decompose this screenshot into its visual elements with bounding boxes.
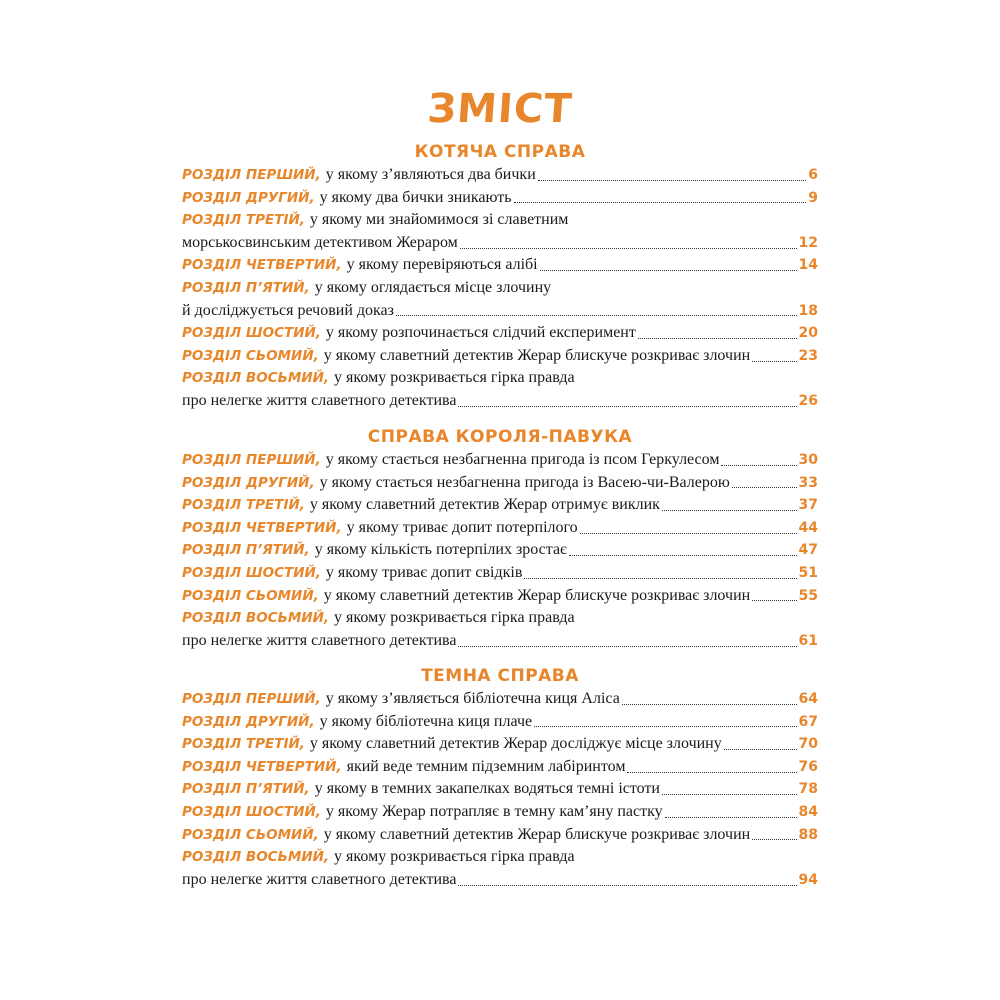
toc-entry-line	[182, 778, 818, 801]
page-number: 23	[798, 347, 818, 364]
chapter-title-text: у якому бібліотечна киця плаче	[319, 712, 533, 730]
toc-entry	[182, 494, 818, 517]
dot-leader	[665, 817, 797, 818]
toc-part-2	[182, 425, 818, 652]
toc-entry	[182, 254, 818, 277]
chapter-title-text: у якому з’являється бібліотечна киця Аліса	[325, 690, 620, 707]
page-number: 55	[798, 587, 818, 604]
toc-entry-line	[182, 688, 818, 711]
toc-part-1	[182, 140, 818, 413]
page-number: 44	[798, 519, 818, 536]
toc-entry-line	[182, 209, 818, 232]
page-number: 18	[798, 302, 818, 319]
toc-entry	[182, 449, 818, 472]
dot-leader	[460, 248, 797, 249]
toc-entry-line	[182, 232, 818, 255]
chapter-title-text: у якому славетний детектив Жерар блискуче розкриває злочин	[323, 586, 751, 604]
dot-leader	[732, 487, 797, 488]
toc-entry-line	[182, 756, 818, 779]
toc-entry	[182, 585, 818, 608]
toc-entry	[182, 472, 818, 495]
dot-leader	[638, 338, 797, 339]
chapter-label: РОЗДІЛ ДРУГИЙ,	[182, 189, 315, 206]
chapter-title-text: який веде темним підземним лабіринтом	[346, 757, 626, 775]
chapter-title-text: у якому перевіряються алібі	[346, 256, 538, 274]
part-title: КОТЯЧА СПРАВА	[414, 142, 586, 162]
part-title: ТЕМНА СПРАВА	[421, 666, 579, 686]
chapter-label: РОЗДІЛ ТРЕТІЙ,	[182, 497, 305, 514]
dot-leader	[534, 726, 796, 727]
chapter-label: РОЗДІЛ ПЕРШИЙ,	[182, 691, 321, 707]
page-number: 33	[798, 474, 818, 491]
dot-leader	[524, 578, 796, 579]
toc-entry-line	[182, 367, 818, 390]
toc-entry-line	[182, 711, 818, 734]
chapter-title-text: у якому розкривається гірка правда	[334, 369, 575, 387]
page-number: 94	[798, 871, 818, 888]
toc-entry-line	[182, 539, 818, 562]
dot-leader	[627, 772, 796, 773]
toc-entry	[182, 801, 818, 824]
toc-entry-line	[182, 164, 818, 187]
part-title: СПРАВА КОРОЛЯ-ПАВУКА	[367, 427, 633, 447]
chapter-title-text: у якому стається незбагненна пригода із псом Геркулесом	[325, 451, 720, 468]
chapter-title-text: у якому два бички зникають	[319, 188, 512, 206]
toc-entry	[182, 607, 818, 652]
dot-leader	[721, 465, 796, 466]
chapter-title-text: у якому славетний детектив Жерар досліджує місце злочину	[309, 735, 722, 753]
chapter-title-text: у якому стається незбагненна пригода із Васею-чи-Валерою	[319, 473, 730, 491]
toc-entry	[182, 688, 818, 711]
toc-entry	[182, 846, 818, 891]
toc-entry-line	[182, 585, 818, 608]
toc-entry	[182, 187, 818, 210]
chapter-title-text: у якому Жерар потрапляє в темну кам’яну пастку	[325, 802, 663, 820]
dot-leader	[396, 315, 797, 316]
chapter-title-text: морськосвинським детективом Жераром	[182, 233, 458, 251]
toc-entry	[182, 733, 818, 756]
dot-leader	[752, 600, 796, 601]
chapter-label: РОЗДІЛ П’ЯТИЙ,	[182, 279, 310, 296]
chapter-title-text: у якому триває допит потерпілого	[346, 518, 578, 536]
dot-leader	[724, 749, 797, 750]
page-number: 76	[798, 758, 818, 775]
toc-entry-line	[182, 300, 818, 323]
page-number: 12	[798, 234, 818, 251]
toc-entry-line	[182, 801, 818, 824]
chapter-label: РОЗДІЛ П’ЯТИЙ,	[182, 542, 310, 559]
page-number: 67	[798, 713, 818, 730]
toc-entry	[182, 562, 818, 585]
chapter-label: РОЗДІЛ П’ЯТИЙ,	[182, 781, 310, 798]
chapter-label: РОЗДІЛ ПЕРШИЙ,	[182, 167, 321, 183]
chapter-title-text: у якому ми знайомимося зі славетним	[309, 211, 569, 229]
dot-leader	[752, 839, 796, 840]
chapter-title-text: у якому кількість потерпілих зростає	[314, 541, 567, 559]
toc-entry-line	[182, 494, 818, 517]
chapter-label: РОЗДІЛ ЧЕТВЕРТИЙ,	[182, 758, 342, 775]
page-number: 88	[798, 826, 818, 843]
chapter-label: РОЗДІЛ ЧЕТВЕРТИЙ,	[182, 257, 342, 274]
chapter-label: РОЗДІЛ ТРЕТІЙ,	[182, 212, 305, 229]
toc-entry	[182, 711, 818, 734]
toc-entry	[182, 345, 818, 368]
chapter-title-text: у якому славетний детектив Жерар блискуче розкриває злочин	[323, 346, 751, 364]
toc-entry	[182, 367, 818, 412]
toc-entry	[182, 209, 818, 254]
dot-leader	[458, 646, 796, 647]
page-title: ЗМІСТ	[426, 86, 574, 132]
toc-entry-line	[182, 390, 818, 413]
page-number: 47	[798, 542, 818, 559]
dot-leader	[538, 180, 807, 181]
chapter-title-text: у якому розкривається гірка правда	[334, 848, 575, 866]
chapter-label: РОЗДІЛ ШОСТИЙ,	[182, 325, 321, 342]
chapter-label: РОЗДІЛ ДРУГИЙ,	[182, 474, 315, 491]
dot-leader	[662, 794, 797, 795]
dot-leader	[540, 270, 797, 271]
toc-entry-line	[182, 187, 818, 210]
chapter-title-text: про нелегке життя славетного детектива	[182, 631, 457, 649]
page-number: 20	[798, 325, 818, 342]
chapter-label: РОЗДІЛ ВОСЬМИЙ,	[182, 849, 330, 866]
dot-leader	[580, 533, 797, 534]
chapter-label: РОЗДІЛ ЧЕТВЕРТИЙ,	[182, 519, 342, 536]
dot-leader	[662, 510, 797, 511]
toc-entry	[182, 824, 818, 847]
chapter-title-text: про нелегке життя славетного детектива	[182, 391, 457, 409]
page-number: 78	[798, 781, 818, 798]
toc-entry	[182, 277, 818, 322]
page-number: 51	[798, 564, 818, 581]
chapter-title-text: у якому славетний детектив Жерар блискуче розкриває злочин	[323, 825, 751, 843]
toc-entry-line	[182, 824, 818, 847]
dot-leader	[752, 361, 796, 362]
toc-entry-line	[182, 517, 818, 540]
toc-entry-line	[182, 322, 818, 345]
toc-entry-line	[182, 277, 818, 300]
page-number: 64	[798, 691, 818, 707]
dot-leader	[458, 406, 796, 407]
page-number: 61	[798, 632, 818, 649]
toc-entry-line	[182, 472, 818, 495]
page-number: 6	[808, 167, 818, 183]
chapter-title-text: й досліджується речовий доказ	[182, 301, 394, 319]
toc-entry-line	[182, 869, 818, 892]
dot-leader	[622, 704, 797, 705]
chapter-title-text: у якому розкривається гірка правда	[334, 609, 575, 627]
page-number: 70	[798, 736, 818, 753]
chapter-label: РОЗДІЛ ШОСТИЙ,	[182, 803, 321, 820]
dot-leader	[458, 885, 796, 886]
toc-entry	[182, 756, 818, 779]
chapter-label: РОЗДІЛ ШОСТИЙ,	[182, 564, 321, 581]
page-number: 26	[798, 392, 818, 409]
toc-entry	[182, 164, 818, 187]
toc-entry-line	[182, 345, 818, 368]
chapter-label: РОЗДІЛ ДРУГИЙ,	[182, 713, 315, 730]
toc-entry-line	[182, 846, 818, 869]
toc-entry-line	[182, 733, 818, 756]
toc-entry-line	[182, 630, 818, 653]
chapter-label: РОЗДІЛ СЬОМИЙ,	[182, 826, 319, 843]
dot-leader	[514, 202, 807, 203]
dot-leader	[569, 555, 797, 556]
chapter-title-text: у якому розпочинається слідчий експеримент	[325, 324, 636, 342]
chapter-label: РОЗДІЛ ПЕРШИЙ,	[182, 452, 321, 468]
chapter-title-text: у якому триває допит свідків	[325, 563, 523, 581]
toc-entry	[182, 778, 818, 801]
toc-entry	[182, 517, 818, 540]
chapter-label: РОЗДІЛ ТРЕТІЙ,	[182, 736, 305, 753]
chapter-label: РОЗДІЛ СЬОМИЙ,	[182, 347, 319, 364]
chapter-title-text: у якому славетний детектив Жерар отримує виклик	[309, 496, 660, 514]
page-number: 84	[798, 803, 818, 820]
toc-entry-line	[182, 562, 818, 585]
page-number: 14	[798, 257, 818, 274]
toc-entry	[182, 322, 818, 345]
toc-entry	[182, 539, 818, 562]
chapter-label: РОЗДІЛ ВОСЬМИЙ,	[182, 610, 330, 627]
page-number: 9	[808, 189, 818, 206]
page-number: 30	[798, 452, 818, 468]
chapter-title-text: у якому оглядається місце злочину	[314, 278, 552, 296]
toc-entry-line	[182, 254, 818, 277]
chapter-label: РОЗДІЛ СЬОМИЙ,	[182, 587, 319, 604]
toc-part-3	[182, 664, 818, 891]
page-number: 37	[798, 497, 818, 514]
chapter-label: РОЗДІЛ ВОСЬМИЙ,	[182, 370, 330, 387]
chapter-title-text: у якому в темних закапелках водяться темні істоти	[314, 780, 660, 798]
toc-entry-line	[182, 607, 818, 630]
chapter-title-text: про нелегке життя славетного детектива	[182, 870, 457, 888]
toc-entry-line	[182, 449, 818, 472]
chapter-title-text: у якому з’являються два бички	[325, 166, 536, 183]
